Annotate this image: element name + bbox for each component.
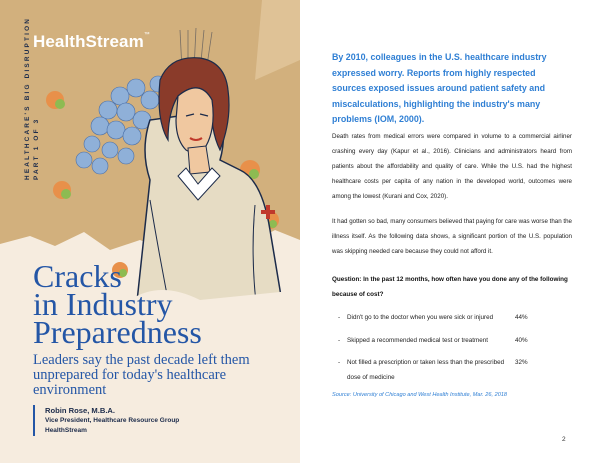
- bullet-dash: -: [338, 337, 341, 344]
- bullet-dash: -: [338, 314, 341, 321]
- author-org: HealthStream: [45, 427, 87, 434]
- title-line: Cracks: [33, 258, 122, 294]
- stat-label: Not filled a prescription or taken less than the prescribed dose of medicine: [347, 359, 505, 381]
- subtitle: Leaders say the past decade left them unprepared for today's healthcare environment: [33, 352, 250, 398]
- stat-value: 44%: [515, 314, 528, 321]
- page-title: [33, 258, 202, 350]
- author-name: Robin Rose, M.B.A.: [45, 406, 116, 415]
- body-paragraph: Death rates from medical errors were compared in volume to a commercial airliner crashing every day (Kapur et al., 2016). Clinicians and administrators heard from patients about the affordability and quality of care. While the U.S. had the highest healthcare costs per capita of any nation in the developed world, outcomes were among the lowest (Kurani and Cox, 2020).: [332, 133, 572, 200]
- stat-label: Didn't go to the doctor when you were sick or injured: [347, 314, 494, 321]
- stat-value: 32%: [515, 359, 528, 366]
- healthstream-logo: HealthStream™: [33, 32, 150, 51]
- bullet-dash: -: [338, 359, 341, 366]
- lead-paragraph: By 2010, colleagues in the U.S. healthcare industry expressed worry. Reports from highly respected sources exposed issues around patient safety and miscalculations, highlighting the industry's many problems (IOM, 2000).: [332, 52, 547, 124]
- stat-label: Skipped a recommended medical test or treatment: [347, 337, 489, 344]
- survey-question: Question: In the past 12 months, how often have you done any of the following because of cost?: [332, 276, 568, 298]
- author-role: Vice President, Healthcare Resource Group: [45, 417, 180, 424]
- series-label: [23, 10, 45, 180]
- author-block: [33, 405, 179, 436]
- title-line: Preparedness: [33, 314, 202, 350]
- body-paragraph: It had gotten so bad, many consumers believed that paying for care was worse than the illness itself. As the following data shows, a significant portion of the U.S. population was skipping needed care because they could not afford it.: [332, 218, 572, 255]
- source-citation: Source: University of Chicago and West Health Institute, Mar. 26, 2018: [332, 392, 508, 398]
- series-part: PART 1 OF 3: [33, 117, 40, 180]
- article-page: [300, 0, 600, 463]
- title-line: in Industry: [33, 286, 173, 322]
- page-number: 2: [562, 436, 566, 443]
- stat-value: 40%: [515, 337, 528, 344]
- series-title: HEALTHCARE'S BIG DISRUPTION: [24, 16, 31, 180]
